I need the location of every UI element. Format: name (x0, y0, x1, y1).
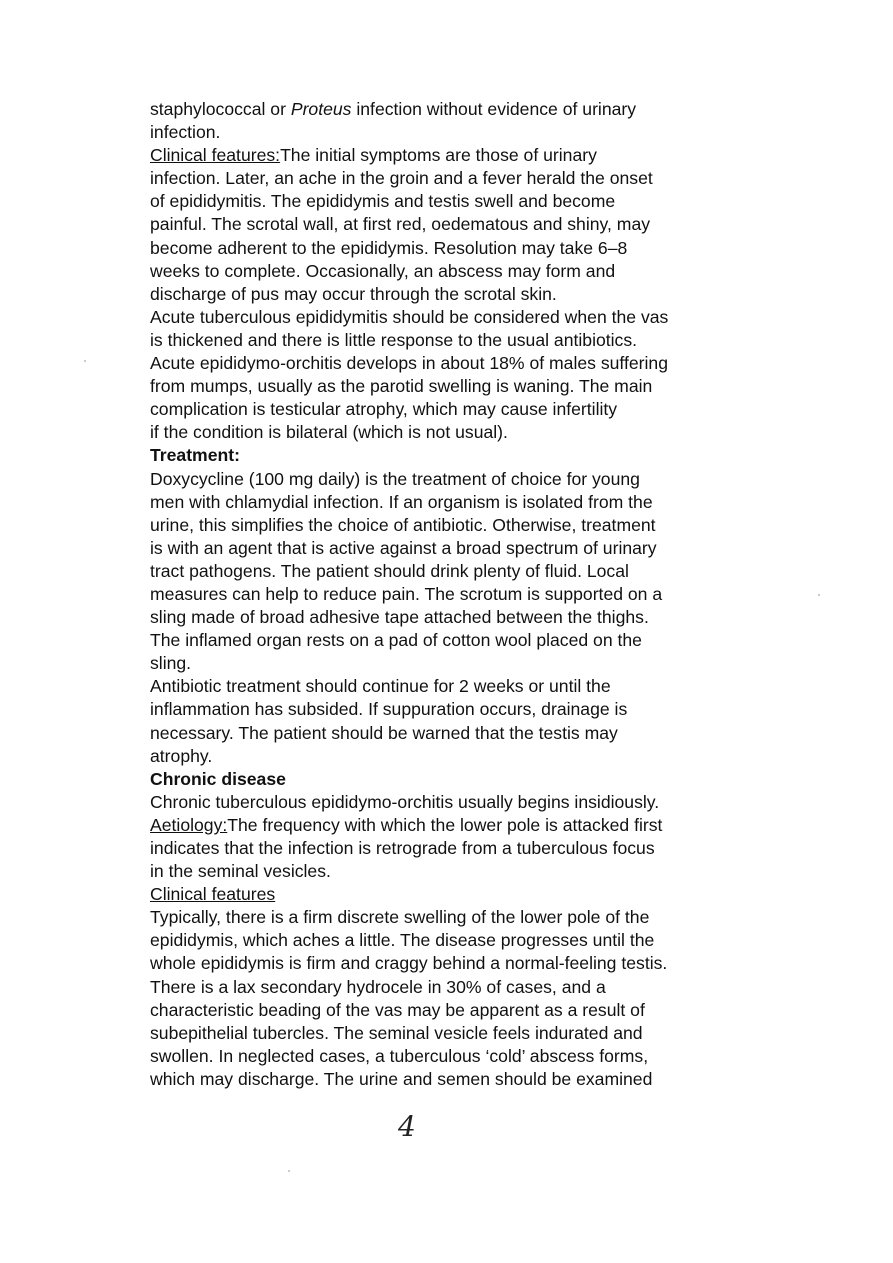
italic-term: Proteus (290, 99, 352, 119)
text-line: tract pathogens. The patient should drink plenty of fluid. Local (150, 560, 629, 581)
section-heading-aetiology: Aetiology: (150, 814, 228, 835)
scan-speck (288, 1170, 290, 1172)
text-line (150, 98, 750, 121)
text-line: indicates that the infection is retrograde from a tuberculous focus (150, 838, 655, 858)
text-line: men with chlamydial infection. If an organism is isolated from the (150, 491, 653, 512)
text-line: in the seminal vesicles. (150, 861, 331, 882)
text-line: epididymis, which aches a little. The disease progresses until the (150, 930, 655, 951)
document-body (150, 98, 750, 1091)
scan-speck (84, 360, 86, 362)
text-line: characteristic beading of the vas may be apparent as a result of (150, 999, 645, 1020)
text-line: Acute epididymo-orchitis develops in about 18% of males suffering (150, 353, 669, 374)
text-line: Typically, there is a firm discrete swelling of the lower pole of the (150, 907, 650, 928)
text-line: Antibiotic treatment should continue for 2 weeks or until the (150, 676, 611, 697)
text-line: discharge of pus may occur through the scrotal skin. (150, 283, 557, 304)
text-line: measures can help to reduce pain. The scrotum is supported on a (150, 583, 663, 604)
text-line: There is a lax secondary hydrocele in 30% of cases, and a (150, 976, 606, 997)
text-line: necessary. The patient should be warned that the testis may (150, 722, 618, 743)
text-line (150, 144, 750, 167)
text-line: complication is testicular atrophy, which may cause infertility (150, 399, 618, 420)
text-line: inflammation has subsided. If suppuration occurs, drainage is (150, 699, 628, 720)
section-heading-clinical-features: Clinical features: (150, 145, 281, 166)
text-line: if the condition is bilateral (which is not usual). (150, 422, 508, 443)
text-line: whole epididymis is firm and craggy behind a normal-feeling testis. (150, 953, 668, 974)
text-line: is with an agent that is active against a broad spectrum of urinary (150, 537, 657, 558)
section-heading-chronic-disease: Chronic disease (150, 768, 286, 789)
text-line: Chronic tuberculous epididymo-orchitis usually begins insidiously. (150, 791, 660, 812)
text-segment: staphylococcal or (150, 99, 291, 119)
text-line: sling made of broad adhesive tape attached between the thighs. (150, 607, 649, 628)
text-line: atrophy. (150, 745, 213, 766)
text-line: painful. The scrotal wall, at first red, oedematous and shiny, may (150, 214, 651, 235)
text-line: which may discharge. The urine and semen should be examined (150, 1068, 653, 1089)
text-segment: The frequency with which the lower pole is attacked first (227, 814, 663, 835)
text-line (150, 814, 750, 837)
text-line: infection. (150, 122, 221, 143)
section-heading-clinical-features-chronic: Clinical features (150, 884, 276, 905)
page-number: 4 (398, 1110, 416, 1143)
text-line: Acute tuberculous epididymitis should be considered when the vas (150, 306, 669, 327)
text-line (150, 883, 750, 906)
text-line: The inflamed organ rests on a pad of cotton wool placed on the (150, 630, 642, 651)
text-segment: The initial symptoms are those of urinary (280, 145, 597, 166)
text-line: urine, this simplifies the choice of antibiotic. Otherwise, treatment (150, 514, 656, 535)
text-line: sling. (150, 653, 192, 674)
text-line: Doxycycline (100 mg daily) is the treatment of choice for young (150, 468, 640, 489)
text-line: is thickened and there is little response to the usual antibiotics. (150, 329, 638, 350)
text-line: become adherent to the epididymis. Resolution may take 6–8 (150, 237, 628, 258)
section-heading-treatment: Treatment: (150, 445, 240, 466)
text-line: subepithelial tubercles. The seminal vesicle feels indurated and (150, 1022, 643, 1043)
text-line: from mumps, usually as the parotid swelling is waning. The main (150, 376, 653, 397)
text-line: infection. Later, an ache in the groin and a fever herald the onset (150, 168, 653, 189)
scan-speck (818, 594, 820, 596)
text-line: of epididymitis. The epididymis and testis swell and become (150, 191, 616, 212)
text-segment: infection without evidence of urinary (351, 99, 637, 119)
text-line: swollen. In neglected cases, a tuberculous ‘cold’ abscess forms, (150, 1045, 649, 1066)
text-line: weeks to complete. Occasionally, an abscess may form and (150, 260, 616, 281)
